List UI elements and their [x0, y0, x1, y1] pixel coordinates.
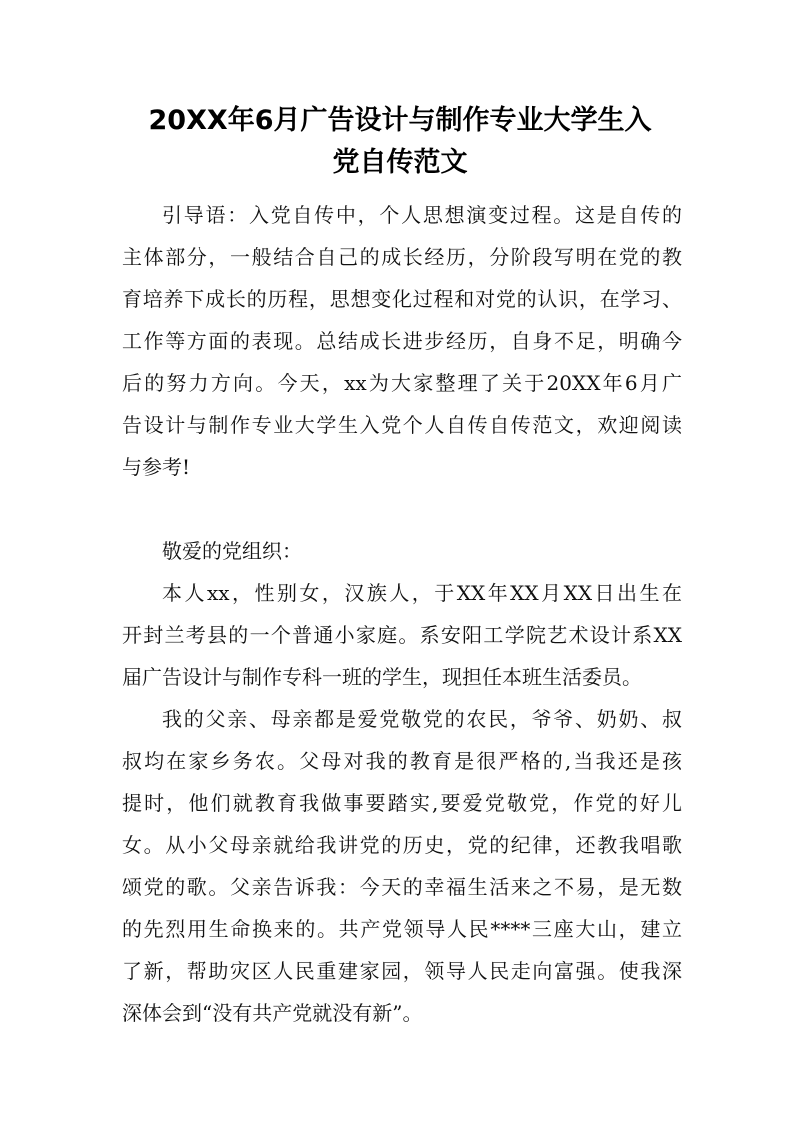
intro-line: 育培养下成长的历程，思想变化过程和对党的认识，在学习、 — [122, 287, 682, 311]
paragraph-line: 颂党的歌。父亲告诉我：今天的幸福生活来之不易，是无数 — [122, 875, 682, 899]
intro-line: 主体部分，一般结合自己的成长经历，分阶段写明在党的教 — [122, 245, 682, 269]
document-title-line-2: 党自传范文 — [332, 147, 468, 178]
paragraph-line: 深体会到“没有共产党就没有新”。 — [122, 1001, 423, 1025]
paragraph-line: 了新，帮助灾区人民重建家园，领导人民走向富强。使我深 — [122, 959, 682, 983]
intro-paragraph — [122, 194, 682, 488]
document-title-line-1: 20XX年6月广告设计与制作专业大学生入 — [148, 105, 652, 136]
paragraph-line: 提时，他们就教育我做事要踏实,要爱党敬党，作党的好儿 — [122, 791, 682, 815]
intro-line: 后的努力方向。今天，xx为大家整理了关于20XX年6月广 — [122, 371, 682, 395]
intro-line: 引导语：入党自传中，个人思想演变过程。这是自传的 — [162, 203, 682, 227]
salutation-text: 敬爱的党组织： — [162, 539, 302, 563]
paragraph-line: 本人xx，性别女，汉族人，于XX年XX月XX日出生在 — [162, 581, 682, 605]
paragraph-line: 女。从小父母亲就给我讲党的历史，党的纪律，还教我唱歌 — [122, 833, 682, 857]
intro-line: 与参考! — [122, 455, 191, 479]
paragraph-2 — [122, 698, 682, 1034]
paragraph-line: 叔均在家乡务农。父母对我的教育是很严格的,当我还是孩 — [122, 749, 682, 773]
paragraph-line: 我的父亲、母亲都是爱党敬党的农民，爷爷、奶奶、叔 — [162, 707, 682, 731]
paragraph-1 — [122, 572, 682, 698]
paragraph-line: 届广告设计与制作专科一班的学生，现担任本班生活委员。 — [122, 665, 642, 689]
intro-line: 告设计与制作专业大学生入党个人自传自传范文，欢迎阅读 — [122, 413, 682, 437]
intro-line: 工作等方面的表现。总结成长进步经历，自身不足，明确今 — [122, 329, 682, 353]
salutation — [122, 530, 682, 572]
paragraph-line: 开封兰考县的一个普通小家庭。系安阳工学院艺术设计系XX — [122, 623, 682, 647]
paragraph-line: 的先烈用生命换来的。共产党领导人民****三座大山，建立 — [122, 917, 682, 941]
